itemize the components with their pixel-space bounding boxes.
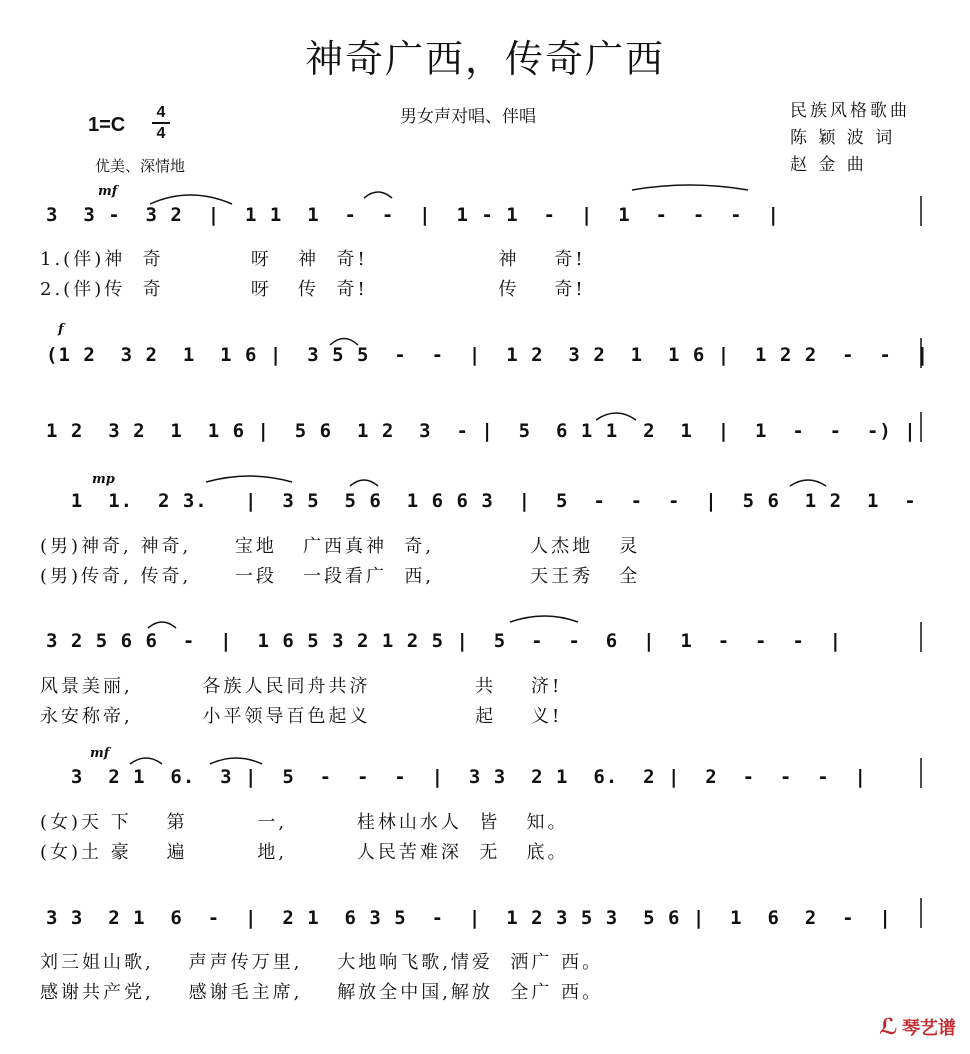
slur-arc xyxy=(510,616,578,622)
notation-line-6: 3 2 1 6. 3 | 5 - - - | 3 3 2 1 6. 2 | 2 - - - | xyxy=(46,766,867,788)
lyric-line-4a: (男)神奇, 神奇, 宝地 广西真神 奇, 人杰地 灵 xyxy=(40,536,641,557)
dynamic-marking: mp xyxy=(92,472,115,487)
slur-arc xyxy=(206,476,292,482)
song-title: 神奇广西，传奇广西 xyxy=(304,37,665,81)
dynamic-marking: f xyxy=(58,322,64,337)
slur-arc xyxy=(210,758,262,764)
watermark-logo xyxy=(879,1014,956,1040)
slur-arc xyxy=(364,192,392,198)
lyric-line-7b: 感谢共产党, 感谢毛主席, 解放全中国,解放 全广 西。 xyxy=(40,982,604,1003)
slur-arc xyxy=(350,480,378,486)
slur-arc xyxy=(596,413,636,420)
lyric-line-1b: 2.(伴)传 奇 呀 传 奇! 传 奇! xyxy=(40,279,586,300)
slur-arc xyxy=(330,339,358,346)
logo-icon: ℒ xyxy=(879,1014,898,1040)
lyric-line-6b: (女)土 豪 遍 地, 人民苦难深 无 底。 xyxy=(40,842,569,863)
slur-arc xyxy=(130,758,162,764)
lyric-line-5a: 风景美丽, 各族人民同舟共济 共 济! xyxy=(40,676,563,697)
slur-arc xyxy=(150,195,232,204)
notation-line-4: 1 1. 2 3. | 3 5 5 6 1 6 6 3 | 5 - - - | 5 6 1 2 1 - xyxy=(46,490,930,512)
lyric-line-6a: (女)天 下 第 一, 桂林山水人 皆 知。 xyxy=(40,812,569,833)
notation-line-3: 1 2 3 2 1 1 6 | 5 6 1 2 3 - | 5 6 1 1 2 1 | 1 - - -) | xyxy=(46,420,917,442)
notation-line-7: 3 3 2 1 6 - | 2 1 6 3 5 - | 1 2 3 5 3 5 6 | 1 6 2 - | xyxy=(46,907,892,929)
key-signature: 1=C xyxy=(88,114,126,136)
lyric-line-4b: (男)传奇, 传奇, 一段 一段看广 西, 天王秀 全 xyxy=(40,566,641,587)
time-signature-top: 4 xyxy=(156,104,166,121)
performers: 男女声对唱、伴唱 xyxy=(400,107,536,127)
slur-arc xyxy=(632,185,748,190)
lyric-line-1a: 1.(伴)神 奇 呀 神 奇! 神 奇! xyxy=(40,249,586,270)
time-signature-bottom: 4 xyxy=(156,125,166,142)
notation-line-1: 3 3 - 3 2 | 1 1 1 - - | 1 - 1 - | 1 - - - | xyxy=(46,204,780,226)
lyric-line-7a: 刘三姐山歌, 声声传万里, 大地响飞歌,情爱 洒广 西。 xyxy=(40,952,604,973)
watermark-text: 琴艺谱 xyxy=(902,1018,956,1039)
notation-line-2: (1 2 3 2 1 1 6 | 3 5 5 - - | 1 2 3 2 1 1 6 | 1 2 2 - - | xyxy=(46,344,930,366)
dynamic-marking: mf xyxy=(90,746,110,761)
style-note: 民族风格歌曲 xyxy=(790,101,910,121)
notation-line-5: 3 2 5 6 6 - | 1 6 5 3 2 1 2 5 | 5 - - 6 | 1 - - - | xyxy=(46,630,843,652)
slur-arc xyxy=(790,480,826,486)
lyricist: 陈 颖 波 词 xyxy=(790,128,896,148)
dynamic-marking: mf xyxy=(98,184,118,199)
slur-arc xyxy=(148,622,176,628)
composer: 赵 金 曲 xyxy=(790,155,867,175)
expression-marking: 优美、深情地 xyxy=(95,157,186,175)
lyric-line-5b: 永安称帝, 小平领导百色起义 起 义! xyxy=(40,706,563,727)
